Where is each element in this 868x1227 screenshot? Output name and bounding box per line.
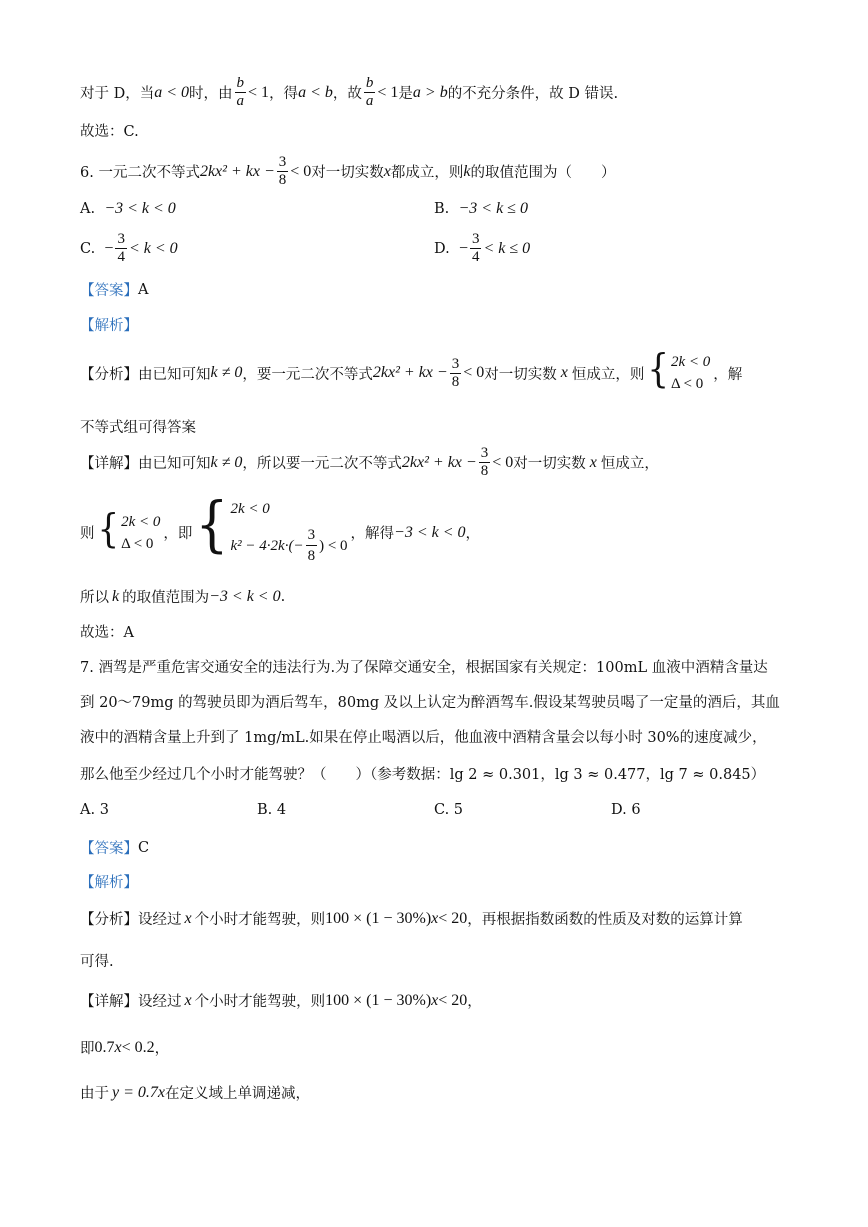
frac-num: b <box>365 75 374 91</box>
sys-row: Δ < 0 <box>121 535 154 552</box>
q7-text: 7. 酒驾是严重危害交通安全的违法行为.为了保障交通安全，根据国家有关规定：100mL 血液中酒精含量达 <box>80 660 768 676</box>
frac-num: b <box>236 75 245 91</box>
frac-den: 8 <box>480 463 489 479</box>
q7-text: 液中的酒精含量上升到了 1mg/mL.如果在停止喝酒以后，他血液中酒精含量会以每小时 30%的速度减少， <box>80 730 767 746</box>
q6-analysis-tag <box>80 314 138 335</box>
q6-var: x <box>560 364 568 381</box>
xiangjie-text: ，解得 <box>350 526 395 542</box>
xiangjie-text: 个小时才能驾驶，则 <box>194 994 326 1010</box>
frac-den: 8 <box>278 172 287 188</box>
math-result: −3 < k < 0 <box>394 523 466 541</box>
q7-line4 <box>80 763 765 784</box>
sys-row: Δ < 0 <box>670 376 704 392</box>
fraction-b-over-a <box>235 76 247 109</box>
q7-answer <box>80 837 149 858</box>
answer-tag: 【答案】 <box>80 841 138 857</box>
frac-den: 8 <box>451 373 460 390</box>
d-note-line <box>80 76 618 109</box>
fraction-b-over-a <box>364 76 376 109</box>
option-label: A. 3 <box>80 802 109 818</box>
xiangjie-text: 恒成立， <box>600 456 659 472</box>
math-cond: a < 0 <box>154 83 190 101</box>
option-label: B. <box>434 201 450 217</box>
frac-num: 3 <box>117 231 125 247</box>
q7-var: x <box>184 909 192 927</box>
q6-option-c <box>80 232 178 265</box>
xiangjie-tag: 【详解】 <box>80 456 138 472</box>
option-text: < k ≤ 0 <box>483 239 531 257</box>
math-ineq: 100 × (1 − 30%) <box>325 909 432 927</box>
d-note-text: 的不充分条件，故 D 错误. <box>447 86 619 102</box>
option-text: < k < 0 <box>128 239 178 257</box>
frac-num: 3 <box>278 154 287 170</box>
frac-num: 3 <box>471 231 480 247</box>
q7-line3 <box>80 726 767 747</box>
q6-xiangjie-line <box>80 446 659 479</box>
fraction-3-4 <box>115 232 127 265</box>
q6-k: k <box>463 162 471 180</box>
q6-conclusion <box>80 586 285 607</box>
math-expr: y = 0.7 <box>112 1083 158 1101</box>
q6-choose <box>80 621 134 642</box>
fenxi-text: 设经过 <box>138 912 182 928</box>
fraction-3-8 <box>450 357 462 390</box>
conclusion-text: . <box>280 588 286 605</box>
q6-stem <box>80 155 616 188</box>
math-res: a < b <box>298 83 333 101</box>
frac-den: 4 <box>117 249 125 265</box>
xiangjie-text: ， <box>465 526 481 542</box>
q6-var: x <box>589 453 597 471</box>
fenxi-text: 由已知可知 <box>138 366 211 383</box>
q7-option-d <box>611 802 641 818</box>
q7-fenxi-line: 【分析】 设经过 x 个小时才能驾驶，则 100 × (1 − 30%) x < 20 ，再根据指数函数的性质及对数的运算计算 <box>80 909 743 928</box>
q7-ji-line: 即 0.7 x < 0.2 ， <box>80 1038 170 1057</box>
fenxi-text: 对一切实数 <box>484 366 557 383</box>
q6-k: k <box>112 587 120 605</box>
math-ineq: 100 × (1 − 30%) <box>325 991 432 1009</box>
youyu-text: 在定义域上单调递减， <box>165 1086 311 1102</box>
sys-row: 2k < 0 <box>670 354 711 370</box>
math-lt1: < 1 <box>377 83 399 101</box>
fenxi-text: 个小时才能驾驶，则 <box>194 912 326 928</box>
fenxi-tag: 【分析】 <box>80 366 138 383</box>
option-label: D. <box>434 240 450 257</box>
xiangjie-tag: 【详解】 <box>80 994 138 1010</box>
fraction-3-8 <box>306 526 318 565</box>
frac-den: a <box>236 93 245 109</box>
sys-row: 2k < 0 <box>121 513 161 530</box>
frac-den: 4 <box>471 249 480 265</box>
brace-icon: { <box>97 506 120 553</box>
answer-tag: 【答案】 <box>80 283 138 299</box>
youyu-text: 由于 <box>80 1086 109 1102</box>
sys-row: 2k < 0 <box>230 501 270 517</box>
fenxi-tag: 【分析】 <box>80 912 138 928</box>
q6-text: 对一切实数 <box>311 165 384 181</box>
frac-num: 3 <box>451 355 460 372</box>
fraction-3-8 <box>479 446 491 479</box>
q7-text: 那么他至少经过几个小时才能驾驶？（ ）（参考数据：lg 2 ≈ 0.301，lg 3 ≈ 0.477，lg 7 ≈ 0.845） <box>80 767 766 783</box>
fraction-3-8 <box>277 155 289 188</box>
conclusion-text: 所以 <box>80 590 109 606</box>
q7-fenxi-line2 <box>80 950 114 971</box>
choose-c-line <box>80 120 139 141</box>
q7-xiangjie-line: 【详解】 设经过 x 个小时才能驾驶，则 100 × (1 − 30%) x < 20 ， <box>80 991 482 1010</box>
q7-youyu-line: 由于 y = 0.7 x 在定义域上单调递减， <box>80 1083 311 1102</box>
math-ineq: < 20 <box>438 909 468 927</box>
q6-text: 都成立，则 <box>390 165 464 181</box>
d-note-text: 对于 D，当 <box>80 86 155 102</box>
q6-expr: 2kx² + kx − <box>199 162 275 180</box>
xiangjie-text: 则 <box>80 526 95 542</box>
ji-text: 即 <box>80 1041 95 1057</box>
choose-c-text: 故选：C. <box>80 124 139 140</box>
q6-option-d <box>434 232 530 265</box>
answer-value: C <box>138 839 150 856</box>
frac-num: 3 <box>306 526 318 546</box>
math-ineq: < 20 <box>438 991 468 1009</box>
q6-tail: < 0 <box>463 364 485 381</box>
q7-text: 到 20～79mg 的驾驶员即为酒后驾车，80mg 及以上认定为醉酒驾车.假设某驾驶员喝了一定量的酒后，其血 <box>80 695 780 711</box>
q6-fenxi-line2 <box>80 416 196 437</box>
analysis-tag: 【解析】 <box>80 875 138 891</box>
option-text: −3 < k < 0 <box>104 200 176 217</box>
q7-option-b <box>257 802 286 818</box>
fenxi-text: ，再根据指数函数的性质及对数的运算计算 <box>467 912 743 928</box>
q7-option-c <box>434 802 463 818</box>
q6-option-b <box>434 200 528 218</box>
system-brace <box>97 506 161 553</box>
option-label: C. <box>80 240 96 257</box>
q7-line2 <box>80 691 780 712</box>
math-lt1: < 1 <box>248 83 270 101</box>
q6-text: 6. 一元二次不等式 <box>80 165 200 181</box>
fenxi-text: 不等式组可得答案 <box>80 420 196 436</box>
q7-var: x <box>184 991 192 1009</box>
option-pre: − <box>458 239 468 257</box>
option-label: C. 5 <box>434 802 464 818</box>
conclusion-text: 的取值范围为 <box>122 590 210 606</box>
q6-tail: < 0 <box>290 162 312 180</box>
q6-expr: 2kx² + kx − <box>372 364 448 381</box>
xiangjie-text: 对一切实数 <box>513 456 586 472</box>
option-label: B. 4 <box>257 802 287 818</box>
frac-num: 3 <box>480 445 489 461</box>
system-brace <box>647 346 711 393</box>
d-note-text: 时，由 <box>189 86 233 102</box>
q7-line1 <box>80 656 768 677</box>
q6-fenxi-line <box>80 346 743 393</box>
math-k-ne: k ≠ 0 <box>210 453 243 471</box>
math-k-ne: k ≠ 0 <box>210 364 243 381</box>
sys-row: ) < 0 <box>319 537 348 554</box>
d-note-text: ，故 <box>332 86 362 102</box>
brace-icon: { <box>647 346 669 393</box>
ji-text: ， <box>154 1041 170 1057</box>
option-text: −3 < k ≤ 0 <box>458 200 528 217</box>
analysis-tag: 【解析】 <box>80 318 138 334</box>
q6-answer <box>80 279 148 300</box>
xiangjie-text: 由已知可知 <box>138 456 211 472</box>
q6-text: 的取值范围为（ ） <box>470 165 616 181</box>
math-cond2: a > b <box>412 83 448 101</box>
math-expr: 0.7 <box>94 1038 115 1056</box>
option-label: A. <box>80 201 96 217</box>
brace-icon: { <box>195 490 229 560</box>
math-result: −3 < k < 0 <box>209 587 281 605</box>
q6-expr: 2kx² + kx − <box>401 453 477 471</box>
option-label: D. 6 <box>611 802 641 818</box>
xiangjie-text: 设经过 <box>138 994 182 1010</box>
fenxi-text: 恒成立，则 <box>571 366 645 383</box>
fraction-3-4 <box>470 232 482 265</box>
q6-var: x <box>383 162 391 180</box>
frac-den: a <box>365 93 374 109</box>
math-expr: < 0.2 <box>121 1038 155 1056</box>
option-pre: − <box>104 239 114 257</box>
choose-text: 故选：A <box>80 625 134 641</box>
frac-den: 8 <box>307 548 316 564</box>
answer-value: A <box>138 281 149 298</box>
d-note-text: ，得 <box>269 86 299 102</box>
q6-system-line <box>80 490 481 565</box>
q6-tail: < 0 <box>492 453 514 471</box>
xiangjie-text: ， <box>467 994 482 1010</box>
sys-row: k² − 4·2k·(− <box>230 537 304 554</box>
fenxi-text: ，要一元二次不等式 <box>242 366 373 383</box>
d-note-text: 是 <box>398 86 413 102</box>
q6-option-a <box>80 200 176 218</box>
fenxi-text: ，解 <box>713 366 743 383</box>
q7-analysis-tag <box>80 871 138 892</box>
fenxi-text: 可得. <box>80 954 114 970</box>
xiangjie-text: ，即 <box>163 526 193 542</box>
xiangjie-text: ，所以要一元二次不等式 <box>242 456 402 472</box>
system-brace <box>195 490 348 565</box>
q7-option-a <box>80 802 109 818</box>
